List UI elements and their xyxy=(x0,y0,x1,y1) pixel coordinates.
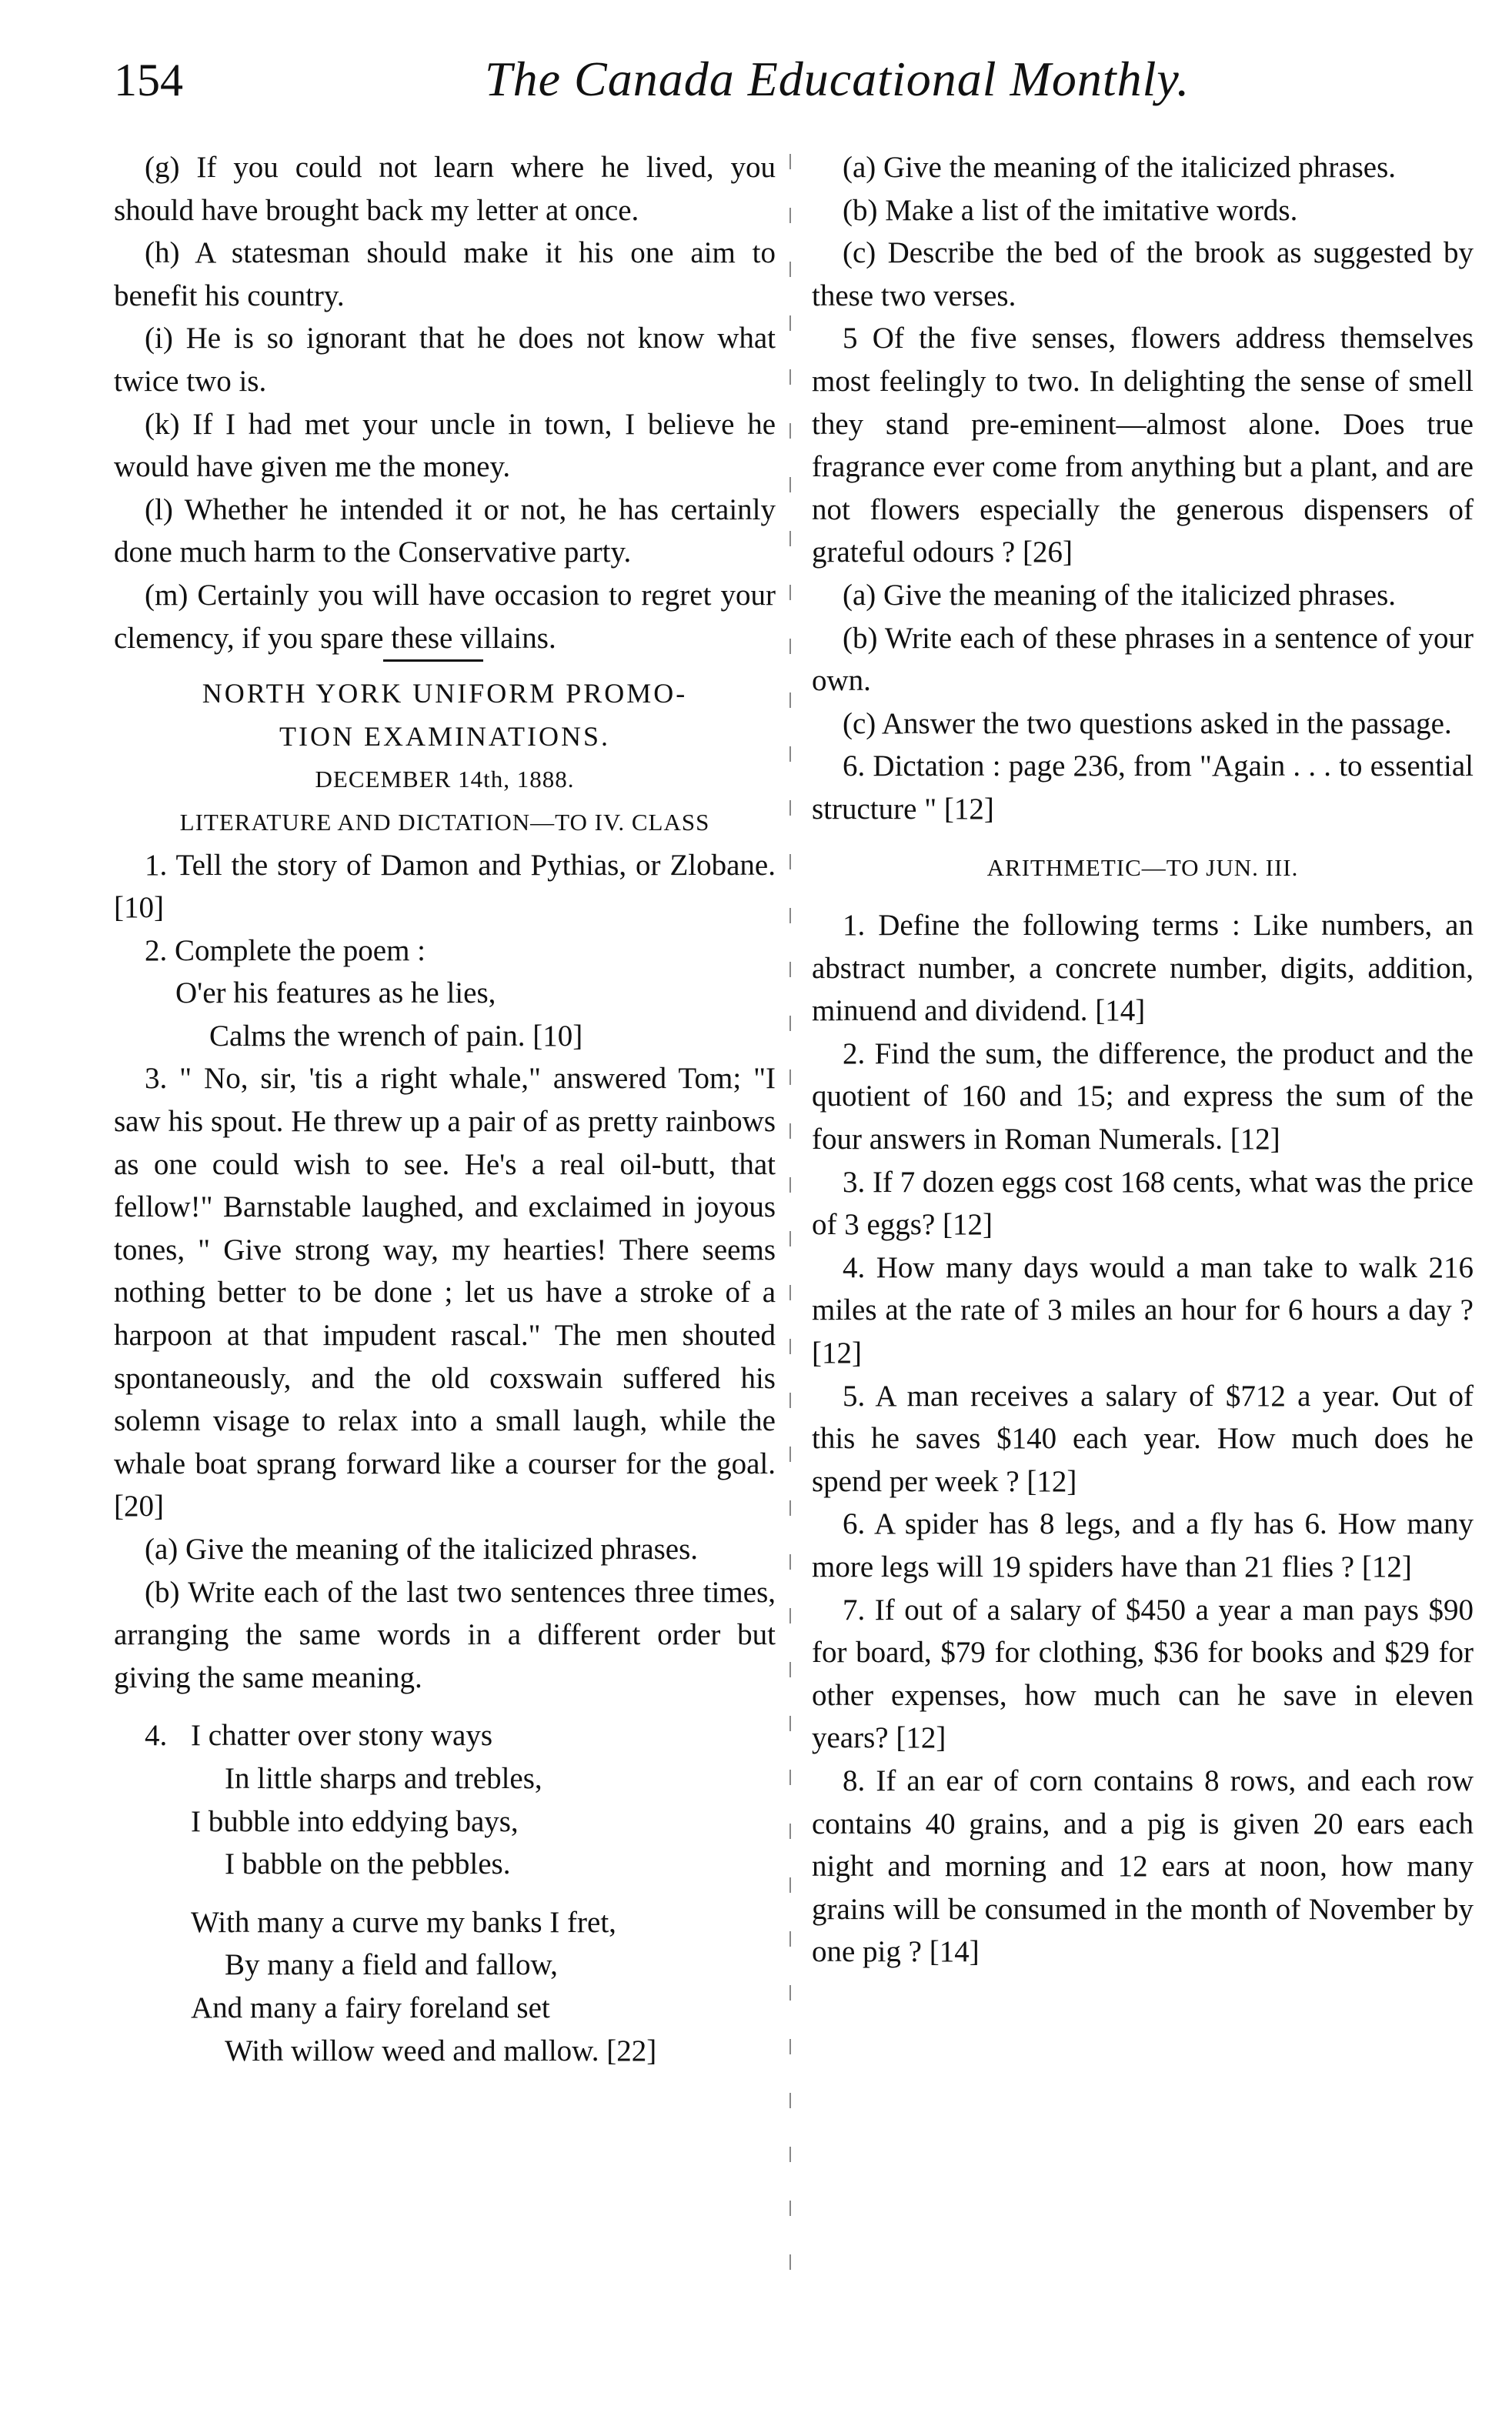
poem-line: I bubble into eddying bays, xyxy=(191,1804,519,1838)
arithmetic-question-1: 1. Define the following terms : Like numbers, an abstract number, a concrete number, digits, addition, minuend and dividend. [14] xyxy=(812,909,1474,1028)
question-5b: (b) Write each of these phrases in a sentence of your own. xyxy=(812,621,1474,698)
question-5c: (c) Answer the two questions asked in the passage. xyxy=(843,706,1452,740)
poem-line: I chatter over stony ways xyxy=(191,1719,493,1753)
arithmetic-question-8: 8. If an ear of corn contains 8 rows, and each row contains 40 grains, and a pig is given 20 ears each night and morning and 12 ears at noon, how many grains will be consumed in the month of November by one pig ? [14] xyxy=(812,1764,1474,1969)
running-title: The Canada Educational Monthly. xyxy=(485,52,1190,106)
page-number: 154 xyxy=(114,55,183,105)
question-1: 1. Tell the story of Damon and Pythias, or Zlobane. [10] xyxy=(114,848,776,925)
arithmetic-question-6: 6. A spider has 8 legs, and a fly has 6. How many more legs will 19 spiders have than 21 flies ? [12] xyxy=(812,1507,1474,1583)
question-2: 2. Complete the poem : xyxy=(145,933,426,967)
poem-line: By many a field and fallow, xyxy=(225,1948,558,1982)
question-3: 3. " No, sir, 'tis a right whale," answered Tom; "I saw his spout. He threw up a pair of as pretty rainbows as one could wish to see. He's a real oil-butt, that fellow!" Barnstable laughed, and exclaimed in joyous tones, " Give strong way, my hearties! There seems nothing better to be done ; let us have a stroke of a harpoon at that impudent rascal." The men shouted spontaneously, and the old coxswain suffered his solemn visage to relax into a small laugh, while the whale boat sprang forward like a courser for the goal. [20] xyxy=(114,1062,776,1523)
question-4c: (c) Describe the bed of the brook as suggested by these two verses. xyxy=(812,236,1474,312)
question-4-poem xyxy=(191,1714,776,2072)
section-heading-literature: LITERATURE AND DICTATION—TO IV. CLASS xyxy=(179,808,710,836)
column-divider xyxy=(789,154,791,2293)
question-5a: (a) Give the meaning of the italicized phrases. xyxy=(843,578,1397,612)
question-2-poem xyxy=(175,972,776,1057)
question-4a: (a) Give the meaning of the italicized phrases. xyxy=(843,151,1397,184)
poem-line: Calms the wrench of pain. [10] xyxy=(209,1019,583,1053)
poem-line: In little sharps and trebles, xyxy=(225,1761,542,1795)
question-4-number: 4. xyxy=(145,1719,168,1753)
exam-heading-line1: NORTH YORK UNIFORM PROMO- xyxy=(202,678,688,709)
arithmetic-question-5: 5. A man receives a salary of $712 a year. Out of this he saves $140 each year. How much does he spend per week ? [12] xyxy=(812,1379,1474,1498)
exercise-m: (m) Certainly you will have occasion to regret your clemency, if you spare these villains. xyxy=(114,578,776,655)
arithmetic-question-7: 7. If out of a salary of $450 a year a man pays $90 for board, $79 for clothing, $36 for books and $29 for other expenses, how much can he save in eleven years? [12] xyxy=(812,1593,1474,1755)
question-4b: (b) Make a list of the imitative words. xyxy=(843,193,1298,227)
question-5: 5 Of the five senses, flowers address themselves most feelingly to two. In delighting the sense of smell they stand pre-eminent—almost alone. Does true fragrance ever come from anything but a plant, and are not flowers especially the generous dispensers of grateful odours ? [26] xyxy=(812,322,1474,569)
exercise-k: (k) If I had met your uncle in town, I believe he would have given me the money. xyxy=(114,407,776,484)
section-rule xyxy=(383,659,483,662)
question-3b: (b) Write each of the last two sentences three times, arranging the same words in a different order but giving the same meaning. xyxy=(114,1575,776,1694)
poem-line: O'er his features as he lies, xyxy=(175,976,496,1010)
poem-line: I babble on the pebbles. xyxy=(225,1847,511,1881)
exercise-g: (g) If you could not learn where he lived, you should have brought back my letter at once. xyxy=(114,151,776,227)
exercise-l: (l) Whether he intended it or not, he has certainly done much harm to the Conservative party. xyxy=(114,492,776,569)
exam-heading-line2: TION EXAMINATIONS. xyxy=(279,720,610,752)
exercise-i: (i) He is so ignorant that he does not know what twice two is. xyxy=(114,322,776,398)
poem-line: With many a curve my banks I fret, xyxy=(191,1905,616,1939)
section-heading-arithmetic: ARITHMETIC—TO JUN. III. xyxy=(986,853,1299,881)
question-4 xyxy=(114,1714,776,2072)
exam-date: DECEMBER 14th, 1888. xyxy=(315,766,575,793)
arithmetic-question-3: 3. If 7 dozen eggs cost 168 cents, what was the price of 3 eggs? [12] xyxy=(812,1165,1474,1242)
arithmetic-question-2: 2. Find the sum, the difference, the product and the quotient of 160 and 15; and express the sum of the four answers in Roman Numerals. [12] xyxy=(812,1036,1474,1156)
poem-line: With willow weed and mallow. [22] xyxy=(225,2034,657,2067)
question-6: 6. Dictation : page 236, from "Again . . . to essential structure " [12] xyxy=(812,749,1474,826)
poem-line: And many a fairy foreland set xyxy=(191,1991,550,2024)
question-3a: (a) Give the meaning of the italicized phrases. xyxy=(145,1533,699,1566)
page-header xyxy=(0,43,1512,128)
exercise-h: (h) A statesman should make it his one aim to benefit his country. xyxy=(114,236,776,312)
left-column xyxy=(114,146,776,2072)
arithmetic-question-4: 4. How many days would a man take to walk 216 miles at the rate of 3 miles an hour for 6 hours a day ? [12] xyxy=(812,1250,1474,1370)
right-column xyxy=(812,146,1474,1974)
